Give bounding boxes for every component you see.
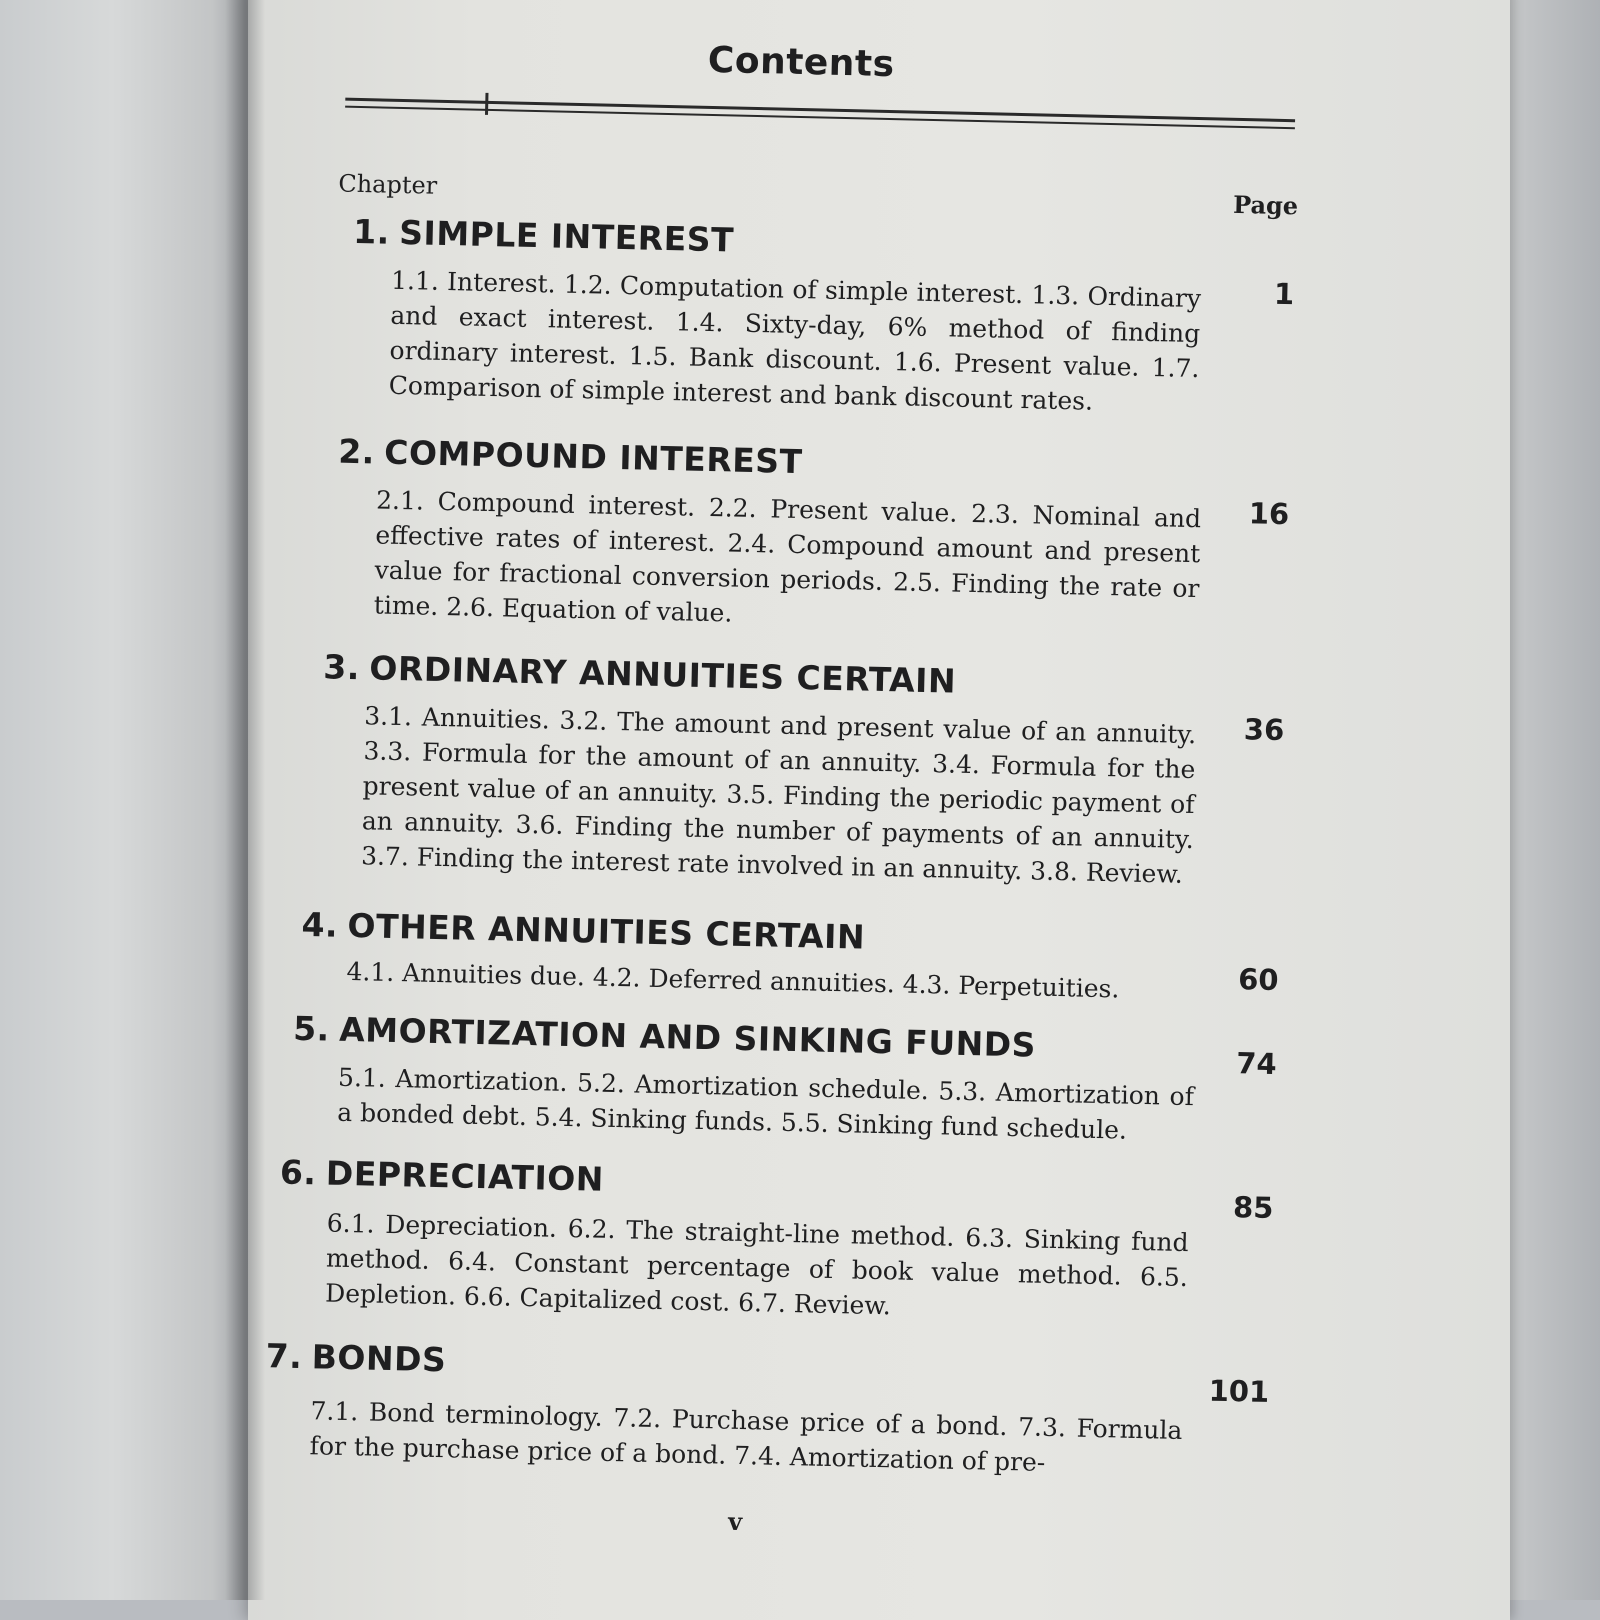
chapter-title: AMORTIZATION AND SINKING FUNDS: [338, 1009, 1037, 1065]
page-title: Contents: [707, 39, 896, 86]
chapter-title: BONDS: [311, 1337, 447, 1380]
chapter-number: 5.: [292, 1008, 331, 1049]
chapter-heading: [293, 1009, 1037, 1065]
chapter-heading: [323, 647, 957, 700]
toc-entry-3: [268, 646, 1308, 889]
chapter-heading: [280, 1152, 605, 1198]
toc-entry-6: [256, 1152, 1296, 1321]
chapter-number: 2.: [337, 431, 376, 472]
chapter-page-number: 85: [1232, 1190, 1274, 1225]
rule-ornament: [485, 93, 488, 115]
chapter-page-number: 60: [1237, 962, 1279, 998]
chapter-page-number: 101: [1208, 1373, 1270, 1409]
page-column-label: Page: [1232, 189, 1299, 221]
toc-entry-4: [262, 904, 1302, 1004]
chapter-page-number: 16: [1248, 496, 1290, 532]
toc-entry-2: [273, 430, 1313, 628]
chapter-number: 6.: [279, 1152, 317, 1193]
chapter-number: 1.: [352, 211, 391, 252]
chapter-page-number: 36: [1243, 712, 1285, 748]
chapter-sections: 7.1. Bond terminology. 7.2. Purchase price of a bond. 7.3. Formula for the purchase price of a bond. 7.4. Amortization of pre-: [309, 1396, 1183, 1477]
chapter-heading: [353, 212, 735, 260]
chapter-page-number: 1: [1273, 276, 1295, 312]
background-surface: [1500, 0, 1600, 1600]
chapter-title: OTHER ANNUITIES CERTAIN: [347, 905, 866, 957]
chapter-heading: [265, 1336, 446, 1379]
chapter-sections: 2.1. Compound interest. 2.2. Present value. 2.3. Nominal and effective rates of interest. 2.4. Compound amount and present value for fractional conversion periods. 2.5. Finding the rate or time. 2.6. Equation of value.: [373, 485, 1202, 628]
chapter-heading: [338, 432, 803, 482]
chapter-number: 4.: [301, 904, 339, 945]
toc-entry-5: [260, 1008, 1300, 1145]
chapter-title: SIMPLE INTEREST: [398, 212, 735, 260]
left-page: [0, 0, 250, 1600]
page-folio: v: [727, 1506, 743, 1537]
chapter-title: DEPRECIATION: [325, 1153, 605, 1199]
toc-entry-7: [252, 1336, 1292, 1477]
chapter-number: 7.: [265, 1336, 303, 1376]
toc-content: [247, 18, 1322, 1581]
chapter-sections: 4.1. Annuities due. 4.2. Deferred annuities. 4.3. Perpetuities.: [346, 956, 1120, 1004]
toc-entry-1: [278, 210, 1318, 416]
chapter-heading: [301, 905, 865, 957]
chapter-title: COMPOUND INTEREST: [383, 432, 803, 482]
chapter-column-label: Chapter: [338, 169, 438, 200]
chapter-page-number: 74: [1235, 1046, 1278, 1082]
chapter-number: 3.: [322, 647, 361, 688]
chapter-sections: 3.1. Annuities. 3.2. The amount and present value of an annuity. 3.3. Formula for the amount of an annuity. 3.4. Formula for the present value of an annuity. 3.5. Finding the periodic payment of an annuity. 3.6. Finding the number of payments of an annuity. 3.7. Finding the interest rate involved in an annuity. 3.8. Review.: [360, 701, 1197, 889]
chapter-sections: 6.1. Depreciation. 6.2. The straight-line method. 6.3. Sinking fund method. 6.4. Constant percentage of book value method. 6.5. Depletion. 6.6. Capitalized cost. 6.7. Review.: [324, 1208, 1189, 1321]
chapter-title: ORDINARY ANNUITIES CERTAIN: [368, 648, 957, 701]
chapter-sections: 1.1. Interest. 1.2. Computation of simple interest. 1.3. Ordinary and exact interest. 1.4. Sixty-day, 6% method of finding ordinary interest. 1.5. Bank discount. 1.6. Present value. 1.7. Comparison of simple interest and bank discount rates.: [388, 265, 1202, 416]
chapter-sections: 5.1. Amortization. 5.2. Amortization schedule. 5.3. Amortization of a bonded debt. 5.4. Sinking funds. 5.5. Sinking fund schedule.: [336, 1062, 1195, 1145]
